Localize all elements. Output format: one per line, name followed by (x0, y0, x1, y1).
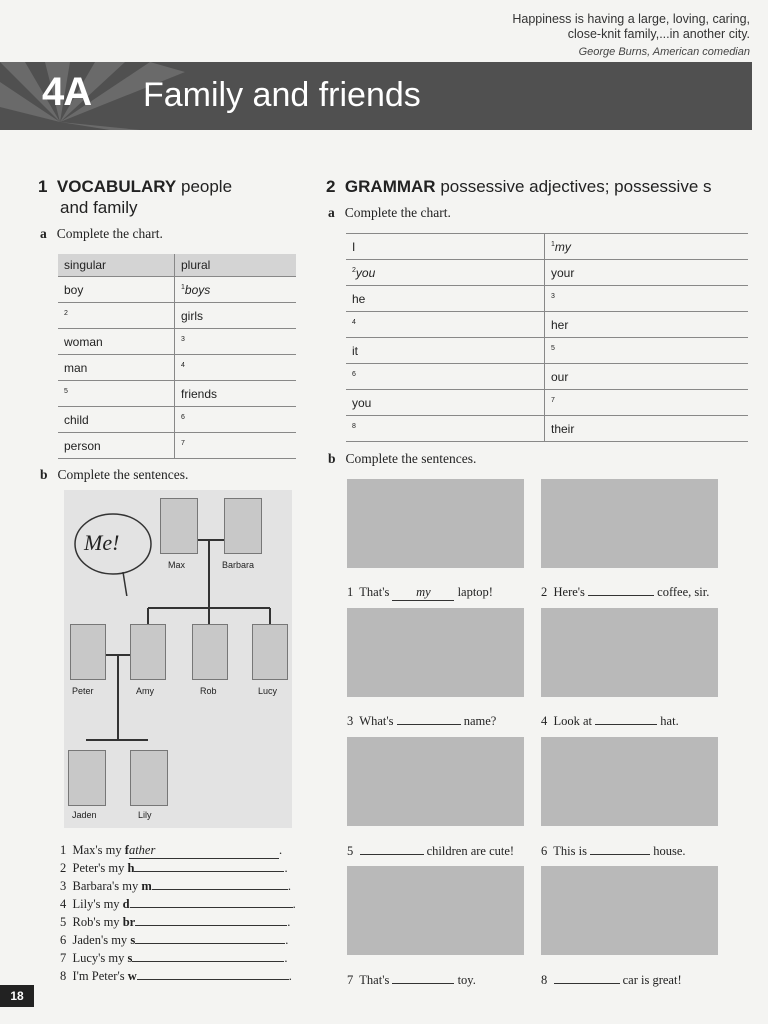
name-jaden: Jaden (72, 810, 97, 820)
portrait-amy (130, 624, 166, 680)
section-2-title: GRAMMAR (344, 177, 436, 196)
section-1a-text: Complete the chart. (56, 226, 163, 241)
answer-blank[interactable] (392, 983, 454, 984)
name-amy: Amy (136, 686, 154, 696)
page-number: 18 (0, 985, 34, 1007)
unit-number: 4A (42, 70, 92, 114)
caption-5: 5 children are cute! (347, 844, 515, 858)
cell-blank[interactable]: 6 (346, 364, 545, 390)
answer-blank[interactable]: my (392, 585, 454, 601)
illustration-2 (541, 479, 718, 568)
answer-blank[interactable] (588, 595, 654, 596)
name-max: Max (168, 560, 186, 570)
table-row: $^8$ their (346, 416, 748, 442)
section-2a-instruction (328, 205, 451, 221)
illustration-6 (541, 737, 718, 826)
grammar-chart (346, 233, 748, 442)
portrait-barbara (224, 498, 262, 554)
cell-blank[interactable]: 8 (346, 416, 545, 442)
cell-plural: friends (175, 381, 297, 407)
name-barbara: Barbara (222, 560, 255, 570)
answer-blank[interactable] (135, 925, 287, 926)
cell-plural[interactable]: 4 (175, 355, 297, 381)
quote-author: George Burns, American comedian (578, 46, 750, 58)
section-1b-letter: b (40, 467, 48, 482)
table-row: $^4$ her (346, 312, 748, 338)
section-2a-text: Complete the chart. (344, 205, 451, 220)
quote-line-1: Happiness is having a large, loving, caring, (512, 12, 750, 26)
cell-singular[interactable]: 5 (58, 381, 175, 407)
section-2b-instruction (328, 451, 476, 467)
portrait-peter (70, 624, 106, 680)
name-lily: Lily (138, 810, 152, 820)
list-item: 5 Rob's my br . (60, 915, 291, 929)
table-row: $^2$you your (346, 260, 748, 286)
table-row (58, 381, 296, 407)
section-1b-instruction (40, 467, 188, 483)
portrait-lily (130, 750, 168, 806)
illustration-3 (347, 608, 524, 697)
epigraph-quote (512, 12, 750, 60)
answer-blank[interactable] (137, 979, 289, 980)
caption-3: 3 What's name? (347, 714, 497, 728)
section-1-heading (38, 176, 232, 218)
cell-singular: man (58, 355, 175, 381)
illustration-5 (347, 737, 524, 826)
table-row (58, 329, 296, 355)
answer-blank[interactable]: ather (129, 843, 279, 859)
section-1-subtitle: people (180, 177, 233, 196)
section-2b-text: Complete the sentences. (345, 451, 477, 466)
cell-blank[interactable]: 7 (545, 390, 749, 416)
answer-blank[interactable] (360, 854, 424, 855)
answer-blank[interactable] (132, 961, 284, 962)
section-2-heading (326, 176, 712, 197)
illustration-8 (541, 866, 718, 955)
portrait-lucy (252, 624, 288, 680)
quote-line-2: close-knit family,...in another city. (567, 27, 750, 41)
caption-2: 2 Here's coffee, sir. (541, 585, 710, 599)
section-1-title: VOCABULARY (56, 177, 177, 196)
answer-blank[interactable] (595, 724, 657, 725)
table-row: you $^7$ (346, 390, 748, 416)
section-1a-letter: a (40, 226, 47, 241)
vocabulary-chart (58, 254, 296, 459)
list-item: 6 Jaden's my s . (60, 933, 289, 947)
section-2b-letter: b (328, 451, 336, 466)
table-row (58, 355, 296, 381)
section-2-number: 2 (326, 177, 336, 196)
cell-plural[interactable]: 3 (175, 329, 297, 355)
cell-blank[interactable]: 5 (545, 338, 749, 364)
illustration-4 (541, 608, 718, 697)
answer-blank[interactable] (590, 854, 650, 855)
answer-blank[interactable] (152, 889, 288, 890)
cell-singular: woman (58, 329, 175, 355)
cell-plural: girls (175, 303, 297, 329)
answer-blank[interactable] (134, 871, 284, 872)
table-row: it $^5$ (346, 338, 748, 364)
cell-plural[interactable]: 6 (175, 407, 297, 433)
portrait-rob (192, 624, 228, 680)
column-header-singular: singular (58, 254, 175, 277)
table-row (58, 303, 296, 329)
table-row (58, 407, 296, 433)
cell-singular: boy (58, 277, 175, 303)
cell-plural[interactable]: 7 (175, 433, 297, 459)
table-row (58, 433, 296, 459)
list-item: 3 Barbara's my m . (60, 879, 291, 893)
section-2a-letter: a (328, 205, 335, 220)
unit-banner (0, 62, 752, 130)
family-tree (64, 490, 292, 828)
unit-title: Family and friends (143, 76, 421, 114)
section-1-subtitle-2: and family (60, 198, 138, 217)
caption-6: 6 This is house. (541, 844, 686, 858)
speech-bubble-text: Me! (84, 530, 120, 555)
portrait-jaden (68, 750, 106, 806)
illustration-1 (347, 479, 524, 568)
answer-blank[interactable] (554, 983, 620, 984)
table-row (58, 277, 296, 303)
list-item: 8 I'm Peter's w . (60, 969, 292, 983)
cell-singular: person (58, 433, 175, 459)
section-2-subtitle: possessive adjectives; possessive s (440, 177, 712, 196)
cell-plural[interactable]: $^1$boys (175, 277, 297, 303)
illustration-7 (347, 866, 524, 955)
list-item: 4 Lily's my d . (60, 897, 296, 911)
caption-8: 8 car is great! (541, 973, 682, 987)
cell-singular: child (58, 407, 175, 433)
section-1-number: 1 (38, 177, 48, 196)
answer-blank[interactable] (135, 943, 285, 944)
table-row: I $^1$my (346, 234, 748, 260)
list-item: 2 Peter's my h . (60, 861, 288, 875)
list-item: 7 Lucy's my s . (60, 951, 288, 965)
answer-blank[interactable] (397, 724, 461, 725)
cell-singular[interactable]: 2 (58, 303, 175, 329)
list-item: 1 Max's my father . (60, 843, 283, 857)
column-header-plural: plural (175, 254, 297, 277)
cell-blank[interactable]: 3 (545, 286, 749, 312)
section-1a-instruction (40, 226, 163, 242)
table-row: $^6$ our (346, 364, 748, 390)
portrait-max (160, 498, 198, 554)
caption-1: 1 That's my laptop! (347, 585, 493, 599)
name-peter: Peter (72, 686, 94, 696)
name-rob: Rob (200, 686, 217, 696)
cell-blank[interactable]: 4 (346, 312, 545, 338)
table-row: he $^3$ (346, 286, 748, 312)
caption-7: 7 That's toy. (347, 973, 476, 987)
answer-blank[interactable] (130, 907, 293, 908)
caption-4: 4 Look at hat. (541, 714, 679, 728)
section-1b-text: Complete the sentences. (57, 467, 189, 482)
name-lucy: Lucy (258, 686, 278, 696)
